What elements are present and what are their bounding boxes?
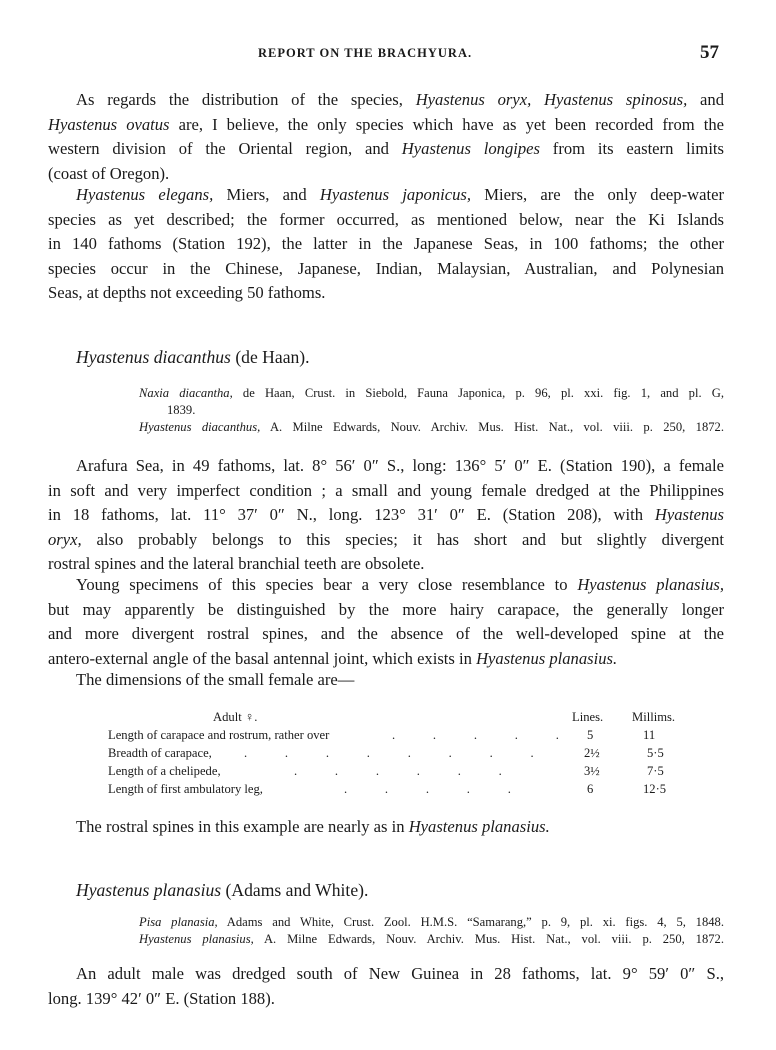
species-name: Hyastenus: [654, 505, 724, 525]
text-run: As regards the distribution of the species,: [76, 90, 416, 109]
species-name: Hyastenus planasius.: [476, 648, 618, 668]
text-run: and: [687, 90, 724, 109]
row-millims: 11: [643, 728, 656, 742]
text-line: long. 139° 42′ 0″ E. (Station 188).: [48, 988, 275, 1008]
leader-dots: . . . . . . . .: [244, 746, 534, 760]
species-heading-planasius: [76, 880, 368, 901]
row-millims: 5·5: [647, 746, 664, 760]
text-line: An adult male was dredged south of New Guinea in 28 fathoms, lat. 9° 59′ 0″ S.,: [76, 964, 724, 983]
text-line: in soft and very imperfect condition ; a small and young female dredged at the Philippines: [48, 480, 724, 500]
text-line: Seas, at depths not exceeding 50 fathoms.: [48, 283, 326, 303]
row-lines: 6: [587, 782, 594, 796]
page-number: 57: [700, 42, 719, 63]
intro-paragraph-2: [48, 183, 724, 306]
row-label: Length of carapace and rostrum, rather over: [108, 728, 330, 742]
text-line: and more divergent rostral spines, and the absence of the well-developed spine at the: [48, 624, 724, 644]
text-run: Miers, are the only deep-water: [471, 185, 724, 204]
text-line: but may apparently be distinguished by the more hairy carapace, the generally longer: [48, 599, 724, 619]
synonym-name: Naxia diacantha,: [139, 386, 233, 400]
text-run: in 18 fathoms, lat. 11° 37′ 0″ N., long. 123° 31′ 0″ E. (Station 208), with: [48, 505, 655, 525]
text-run: are, I believe, the only species which have as yet been recorded from the: [169, 114, 724, 134]
diacanthus-paragraph-2: [48, 573, 724, 671]
text-line: in 140 fathoms (Station 192), the latter in the Japanese Seas, in 100 fathoms; the other: [48, 234, 724, 254]
synonym-name: Hyastenus diacanthus,: [139, 420, 261, 434]
species-name: Hyastenus longipes: [401, 139, 540, 159]
species-name: Hyastenus elegans,: [76, 185, 214, 204]
text-line: (coast of Oregon).: [48, 163, 170, 183]
synonym-citation: A. Milne Edwards, Nouv. Archiv. Mus. Hist. Nat., vol. viii. p. 250, 1872.: [253, 932, 725, 946]
table-col-millims: Millims.: [632, 710, 676, 724]
table-col-lines: Lines.: [572, 710, 604, 724]
intro-paragraph-1: [48, 88, 724, 186]
species-name: Hyastenus planasius: [76, 880, 222, 900]
text-run: The rostral spines in this example are nearly as in: [76, 817, 409, 836]
synonym-citation: Adams and White, Crust. Zool. H.M.S. “Samarang,” p. 9, pl. xi. figs. 4, 5, 1848.: [217, 915, 724, 929]
text-run: Miers, and: [213, 185, 320, 204]
synonym-citation: A. Milne Edwards, Nouv. Archiv. Mus. Hist. Nat., vol. viii. p. 250, 1872.: [260, 420, 724, 434]
species-name: Hyastenus oryx, Hyastenus spinosus,: [415, 90, 688, 109]
text-run: also probably belongs to this species; it has short and but slightly divergent: [81, 529, 724, 549]
leader-dots: . . . . . .: [294, 764, 502, 778]
diacanthus-paragraph-1: [48, 454, 724, 577]
row-label: Length of a chelipede,: [108, 764, 221, 778]
text-run: from its eastern limits: [539, 139, 724, 159]
species-name: Hyastenus planasius.: [408, 817, 550, 836]
synonym-name: Pisa planasia,: [139, 915, 218, 929]
synonym-citation: de Haan, Crust. in Siebold, Fauna Japonica, p. 96, pl. xxi. fig. 1, and pl. G,: [232, 386, 724, 400]
leader-dots: . . . . .: [344, 782, 511, 796]
row-lines: 5: [587, 728, 594, 742]
dimensions-intro: The dimensions of the small female are—: [76, 670, 355, 689]
running-header: REPORT ON THE BRACHYURA.: [258, 46, 473, 60]
row-label: Breadth of carapace,: [108, 746, 212, 760]
row-lines: 2½: [584, 746, 600, 760]
row-label: Length of first ambulatory leg,: [108, 782, 263, 796]
planasius-paragraph-1: [48, 962, 724, 1011]
table-col-head: Adult ♀.: [213, 710, 258, 724]
synonymy-diacanthus: [139, 385, 724, 436]
synonymy-planasius: [139, 914, 724, 948]
synonym-citation: 1839.: [167, 403, 196, 417]
species-name: Hyastenus ovatus: [48, 114, 170, 134]
text-run: antero-external angle of the basal antennal joint, which exists in: [48, 648, 477, 668]
species-name: Hyastenus japonicus,: [319, 185, 471, 204]
species-name: oryx,: [48, 529, 82, 549]
text-line: species occur in the Chinese, Japanese, Indian, Malaysian, Australian, and Polynesian: [48, 258, 724, 278]
species-name: Hyastenus diacanthus: [76, 347, 231, 367]
species-authority: (de Haan).: [230, 347, 310, 367]
text-run: Young specimens of this species bear a very close resemblance to: [76, 575, 578, 594]
text-line: species as yet described; the former occurred, as mentioned below, near the Ki Islands: [48, 209, 724, 229]
text-line: Arafura Sea, in 49 fathoms, lat. 8° 56′ 0″ S., long: 136° 5′ 0″ E. (Station 190), a female: [76, 456, 724, 475]
diacanthus-paragraph-4: [76, 815, 550, 840]
row-millims: 12·5: [643, 782, 667, 796]
species-heading-diacanthus: [76, 347, 310, 368]
text-run: western division of the Oriental region, and: [48, 139, 402, 159]
row-lines: 3½: [584, 764, 600, 778]
row-millims: 7·5: [647, 764, 664, 778]
text-line: rostral spines and the lateral branchial teeth are obsolete.: [48, 554, 425, 574]
species-name: Hyastenus planasius,: [577, 575, 724, 594]
leader-dots: . . . . .: [392, 728, 559, 742]
synonym-name: Hyastenus planasius,: [139, 932, 254, 946]
species-authority: (Adams and White).: [221, 880, 369, 900]
